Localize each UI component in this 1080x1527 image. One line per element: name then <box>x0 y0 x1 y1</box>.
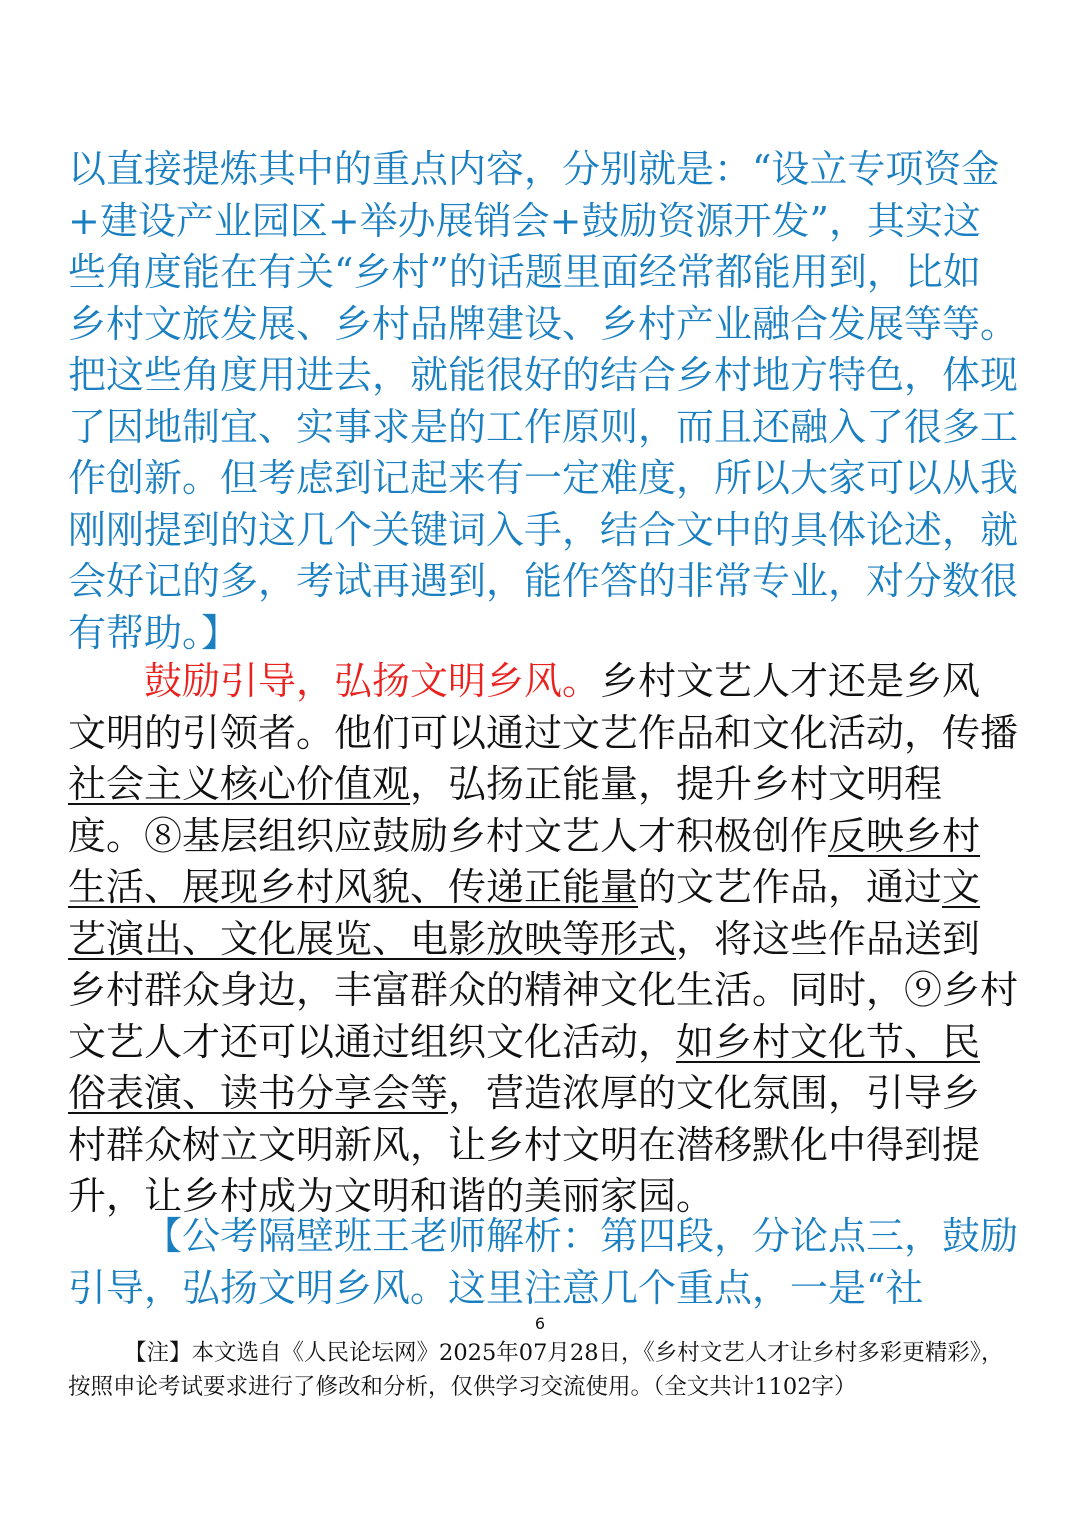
underlined-phrase: 如乡村文化节、民俗表演、读书分享会等 <box>68 1019 981 1115</box>
underlined-phrase: 社会主义核心价值观 <box>68 762 411 806</box>
footnote: 【注】本文选自《人民论坛网》2025年07月28日，《乡村文艺人才让乡村多彩更精彩》，按照申论考试要求进行了修改和分析，仅供学习交流使用。（全文共计1102字） <box>68 1340 1004 1400</box>
underlined-phrase: 反映乡村生活、展现乡村风貌、传递正能量 <box>68 813 981 909</box>
body-text: ，营造浓厚的文化氛围，引导乡村群众树立文明新风，让乡村文明在潜移默化中得到提升，让乡村成为文明和谐的美丽家园。 <box>68 1071 981 1218</box>
body-text: ，弘扬正能量，提升乡村文明程度。⑧基层组织应鼓励乡村文艺人才积极创作 <box>68 762 943 858</box>
body-text: 的文艺作品，通过 <box>638 865 943 909</box>
page-number: 6 <box>534 1314 546 1333</box>
body-text: ，将这些作品送到乡村群众身边，丰富群众的精神文化生活。同时，⑨乡村文艺人才还可以通过组织文化活动， <box>68 916 1019 1064</box>
section-heading: 鼓励引导，弘扬文明乡风。 <box>144 659 601 703</box>
underlined-phrase: 文艺演出、文化展览、电影放映等形式 <box>68 865 981 961</box>
analysis-paragraph-continued: 以直接提炼其中的重点内容，分别就是：“设立专项资金+建设产业园区+举办展销会+鼓励资源开发”，其实这些角度能在有关“乡村”的话题里面经常都能用到，比如乡村文旅发展、乡村品牌建设、乡村产业融合发展等等。把这些角度用进去，就能很好的结合乡村地方特色，体现了因地制宜、实事求是的工作原则，而且还融入了很多工作创新。但考虑到记起来有一定难度，所以大家可以从我刚刚提到的这几个关键词入手，结合文中的具体论述，就会好记的多，考试再遇到，能作答的非常专业，对分数很有帮助。】 <box>68 147 1019 655</box>
body-text: 乡村文艺人才还是乡风文明的引领者。他们可以通过文艺作品和文化活动，传播 <box>68 659 1019 755</box>
body-paragraph-section-three <box>68 656 1018 1223</box>
analysis-paragraph: 【公考隔壁班王老师解析：第四段，分论点三，鼓励引导，弘扬文明乡风。这里注意几个重点，一是“社 <box>68 1214 1019 1310</box>
